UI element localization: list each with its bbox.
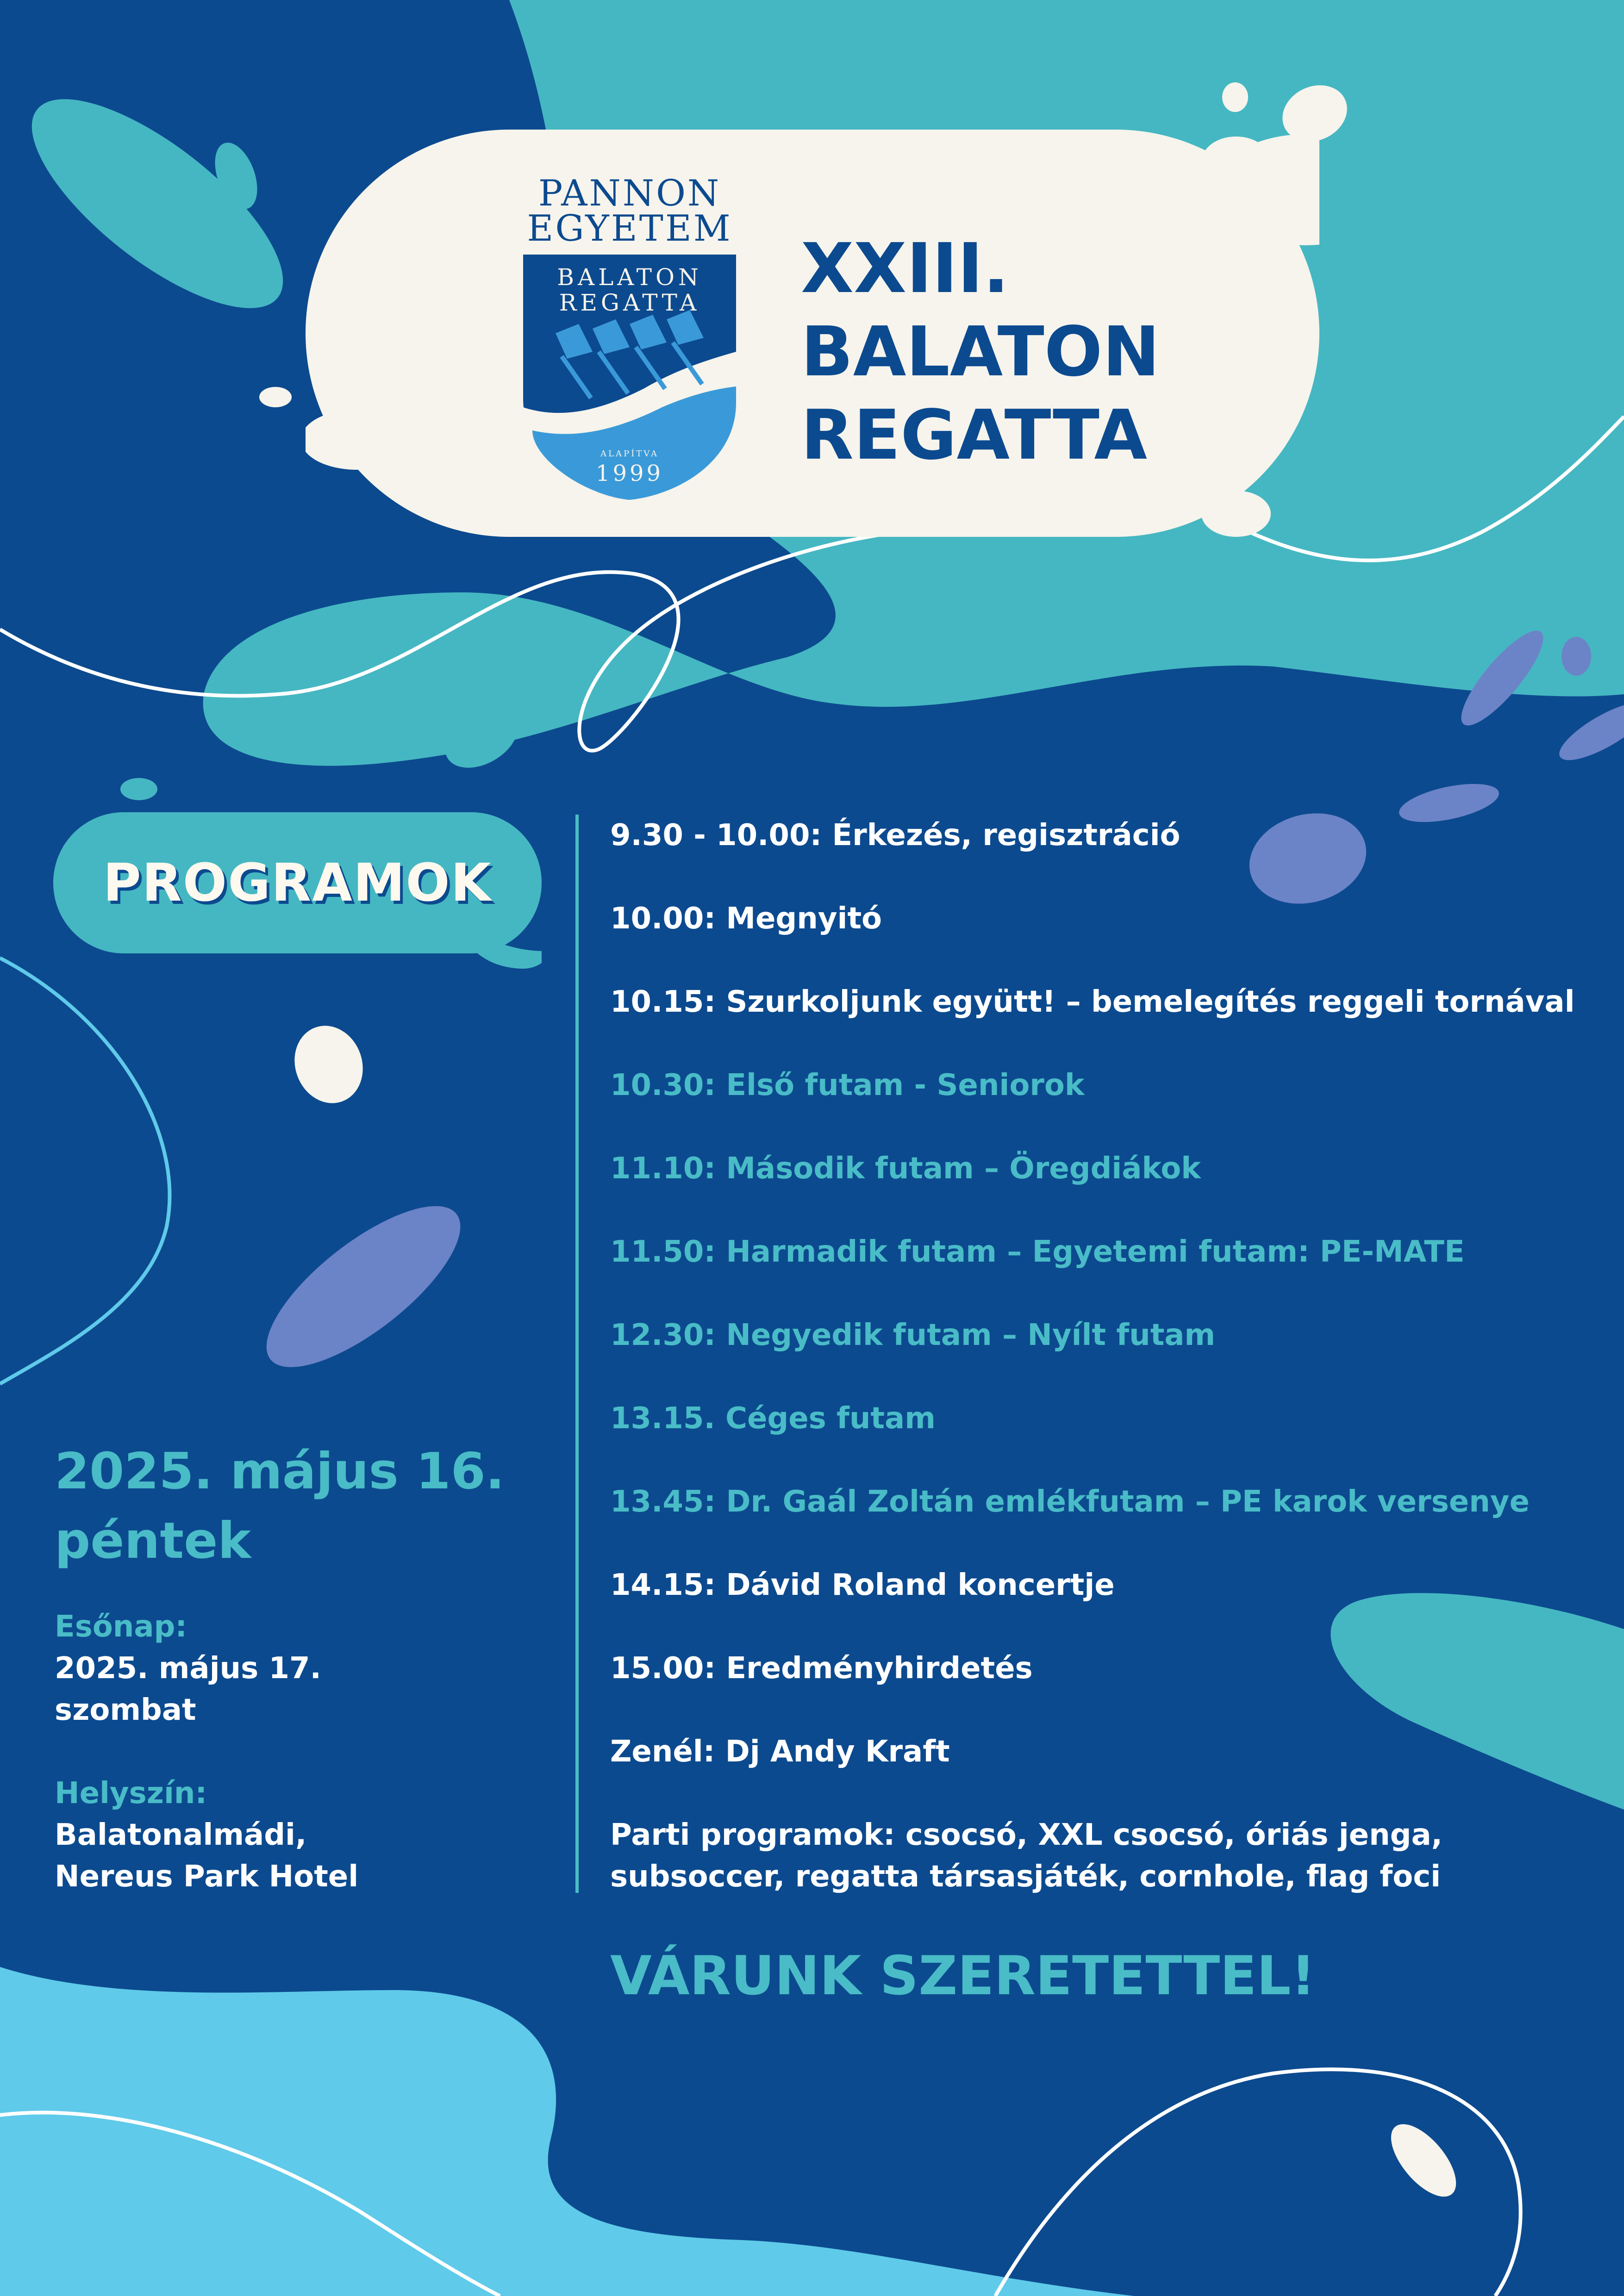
university-logo: [523, 173, 764, 509]
event-date: [55, 1437, 541, 1576]
schedule-item: 9.30 - 10.00: Érkezés, regisztráció: [610, 818, 1181, 852]
cream-drop-shape: [1222, 82, 1248, 112]
shield-text-1: BALATON: [557, 264, 702, 291]
programs-badge-label: PROGRAMOK: [103, 852, 492, 913]
schedule-item: 10.15: Szurkoljunk együtt! – bemelegítés reggeli tornával: [610, 985, 1575, 1019]
rain-date-label: Esőnap:: [55, 1610, 187, 1644]
schedule-item: 10.00: Megnyitó: [610, 902, 882, 936]
periwinkle-drop-shape: [1562, 637, 1591, 676]
logo-line-1: PANNON: [538, 173, 721, 214]
schedule-item: 13.45: Dr. Gaál Zoltán emlékfutam – PE karok versenye: [610, 1485, 1530, 1519]
cream-drop-shape: [259, 387, 292, 407]
schedule-item: 10.30: Első futam - Seniorok: [610, 1068, 1085, 1102]
event-date-line-2: péntek: [55, 1512, 251, 1570]
rain-date-line-2: szombat: [55, 1693, 196, 1727]
programs-badge: [53, 812, 542, 953]
venue-line-2: Nereus Park Hotel: [55, 1860, 359, 1894]
column-divider: [575, 815, 579, 1893]
schedule-item: 13.15. Céges futam: [610, 1401, 936, 1436]
schedule-item: 14.15: Dávid Roland koncertje: [610, 1568, 1115, 1602]
schedule-list: [610, 815, 1601, 1939]
logo-line-2: EGYETEM: [527, 208, 732, 249]
schedule-item: Parti programok: csocsó, XXL csocsó, óriás jenga, subsoccer, regatta társasjáték, cornhole, flag foci: [610, 1818, 1443, 1894]
title-line-3: REGATTA: [801, 395, 1147, 475]
schedule-item: Zenél: Dj Andy Kraft: [610, 1735, 950, 1769]
rain-date: [55, 1606, 541, 1731]
venue: [55, 1773, 541, 1898]
schedule-item: 11.50: Harmadik futam – Egyetemi futam: PE-MATE: [610, 1235, 1465, 1269]
event-date-line-1: 2025. május 16.: [55, 1443, 505, 1500]
venue-label: Helyszín:: [55, 1776, 207, 1811]
event-title: [801, 227, 1160, 477]
title-line-1: XXIII.: [801, 229, 1009, 308]
shield-text-2: REGATTA: [559, 289, 700, 316]
closing-message: VÁRUNK SZERETETTEL!: [610, 1945, 1316, 2007]
venue-line-1: Balatonalmádi,: [55, 1818, 307, 1852]
teal-drop-shape: [120, 778, 157, 800]
title-card: [306, 130, 1319, 537]
schedule-item: 11.10: Második futam – Öregdiákok: [610, 1151, 1201, 1186]
founded-label: ALAPÍTVA: [600, 449, 659, 459]
schedule-item: 15.00: Eredményhirdetés: [610, 1651, 1033, 1686]
rain-date-line-1: 2025. május 17.: [55, 1651, 321, 1686]
schedule-item: 12.30: Negyedik futam – Nyílt futam: [610, 1318, 1216, 1352]
title-line-2: BALATON: [801, 312, 1160, 392]
founded-year: 1999: [595, 460, 664, 486]
